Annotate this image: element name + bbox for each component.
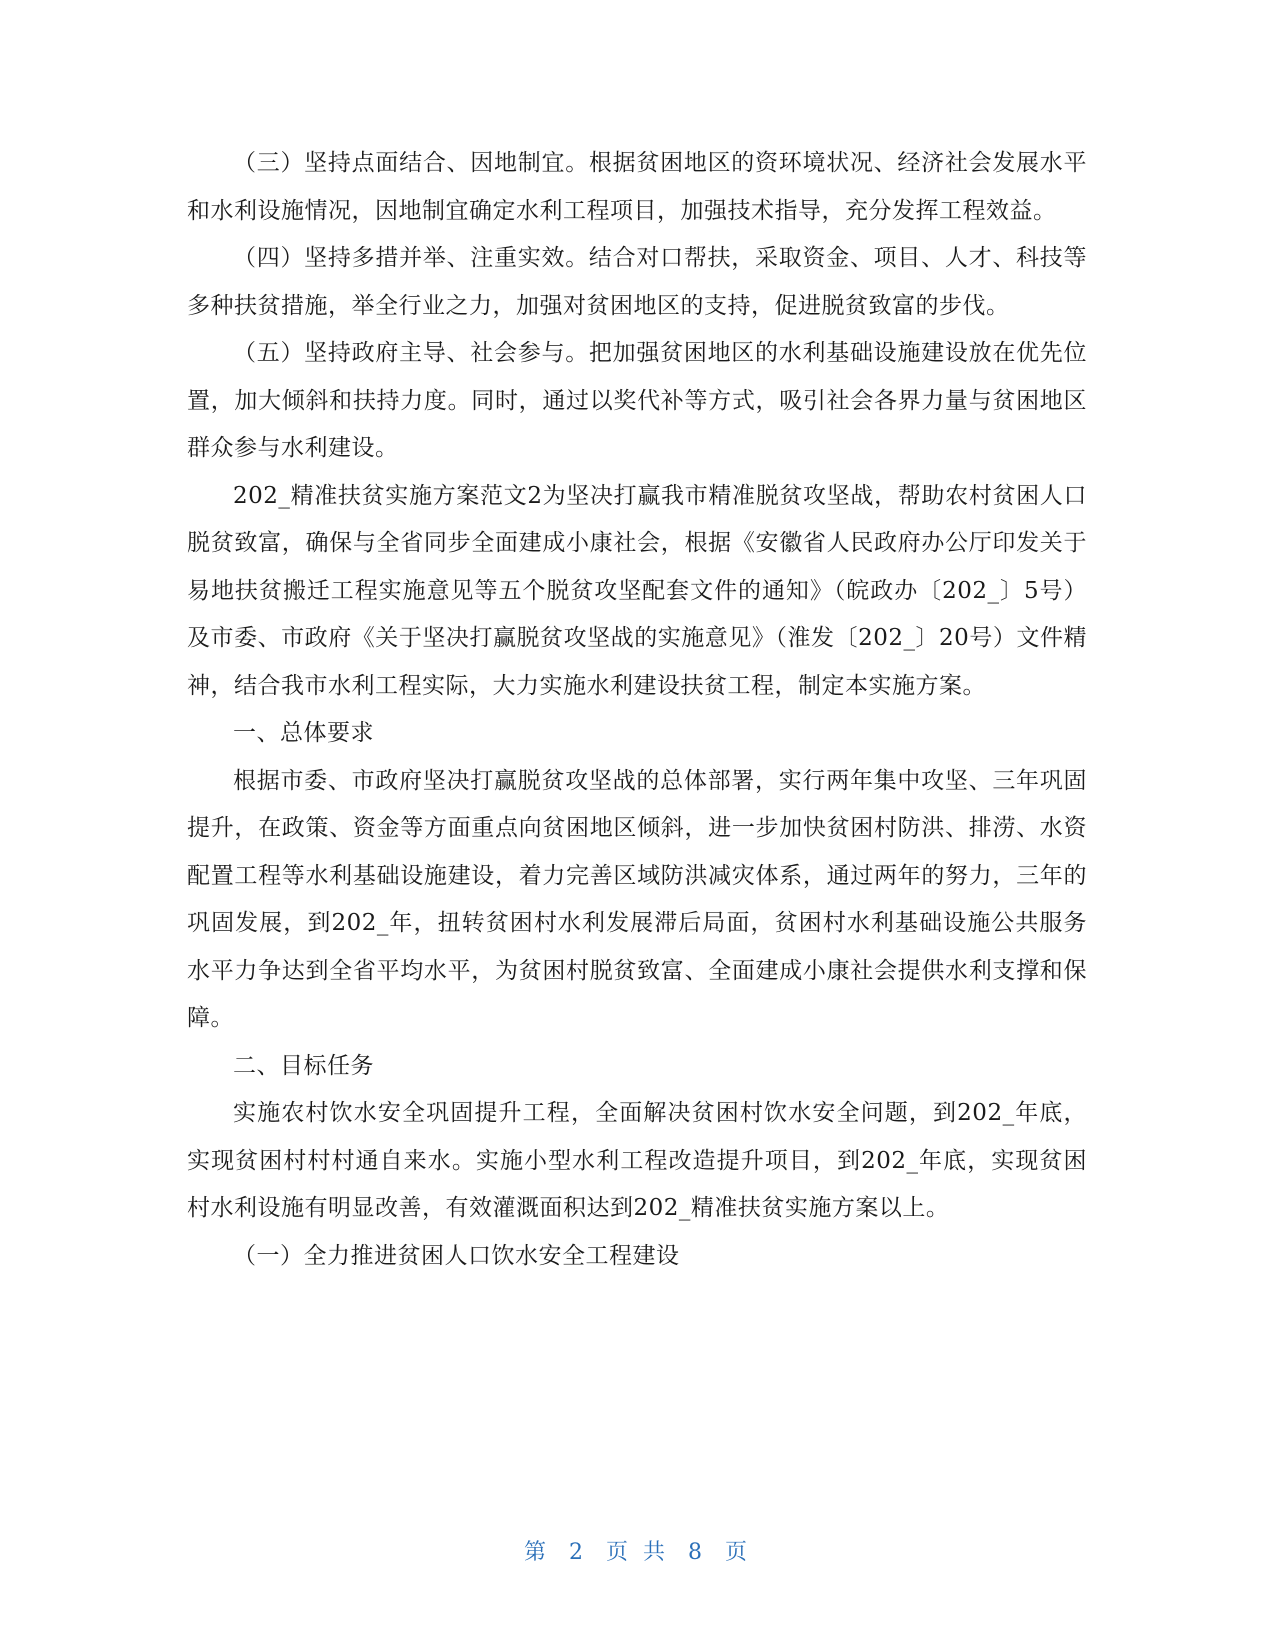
document-body — [187, 140, 1087, 1280]
footer-middle: 页 共 — [606, 1540, 669, 1565]
current-page-number: 2 — [569, 1540, 587, 1565]
section-heading-goals-tasks: 二、目标任务 — [233, 1052, 374, 1079]
paragraph-general-requirements: 根据市委、市政府坚决打赢脱贫攻坚战的总体部署，实行两年集中攻坚、三年巩固提升，在政策、资金等方面重点向贫困地区倾斜，进一步加快贫困村防洪、排涝、水资配置工程等水利基础设施建设，着力完善区域防洪减灾体系，通过两年的努力，三年的巩固发展，到202_年，扭转贫困村水利发展滞后局面，贫困村水利基础设施公共服务水平力争达到全省平均水平，为贫困村脱贫致富、全面建成小康社会提供水利支撑和保障。 — [187, 767, 1087, 1031]
paragraph-principle-5: （五）坚持政府主导、社会参与。把加强贫困地区的水利基础设施建设放在优先位置，加大倾斜和扶持力度。同时，通过以奖代补等方式，吸引社会各界力量与贫困地区群众参与水利建设。 — [187, 340, 1087, 461]
paragraph-principle-3: （三）坚持点面结合、因地制宜。根据贫困地区的资环境状况、经济社会发展水平和水利设施情况，因地制宜确定水利工程项目，加强技术指导，充分发挥工程效益。 — [187, 150, 1087, 224]
paragraph-principle-4: （四）坚持多措并举、注重实效。结合对口帮扶，采取资金、项目、人才、科技等多种扶贫措施，举全行业之力，加强对贫困地区的支持，促进脱贫致富的步伐。 — [187, 245, 1087, 319]
paragraph-intro-plan-2: 202_精准扶贫实施方案范文2为坚决打赢我市精准脱贫攻坚战，帮助农村贫困人口脱贫致富，确保与全省同步全面建成小康社会，根据《安徽省人民政府办公厅印发关于易地扶贫搬迁工程实施意见等五个脱贫攻坚配套文件的通知》（皖政办〔202_〕5号）及市委、市政府《关于坚决打赢脱贫攻坚战的实施意见》（淮发〔202_〕20号）文件精神，结合我市水利工程实际，大力实施水利建设扶贫工程，制定本实施方案。 — [187, 482, 1087, 699]
subsection-heading-drinking-water: （一）全力推进贫困人口饮水安全工程建设 — [233, 1242, 680, 1269]
page-number-footer — [0, 1535, 1275, 1566]
section-heading-general-requirements: 一、总体要求 — [233, 720, 374, 746]
footer-prefix: 第 — [523, 1540, 550, 1565]
total-page-count: 8 — [688, 1540, 706, 1565]
footer-suffix: 页 — [725, 1540, 752, 1565]
paragraph-goals-tasks: 实施农村饮水安全巩固提升工程，全面解决贫困村饮水安全问题，到202_年底，实现贫困村村村通自来水。实施小型水利工程改造提升项目，到202_年底，实现贫困村水利设施有明显改善，有效灌溉面积达到202_精准扶贫实施方案以上。 — [187, 1100, 1087, 1221]
